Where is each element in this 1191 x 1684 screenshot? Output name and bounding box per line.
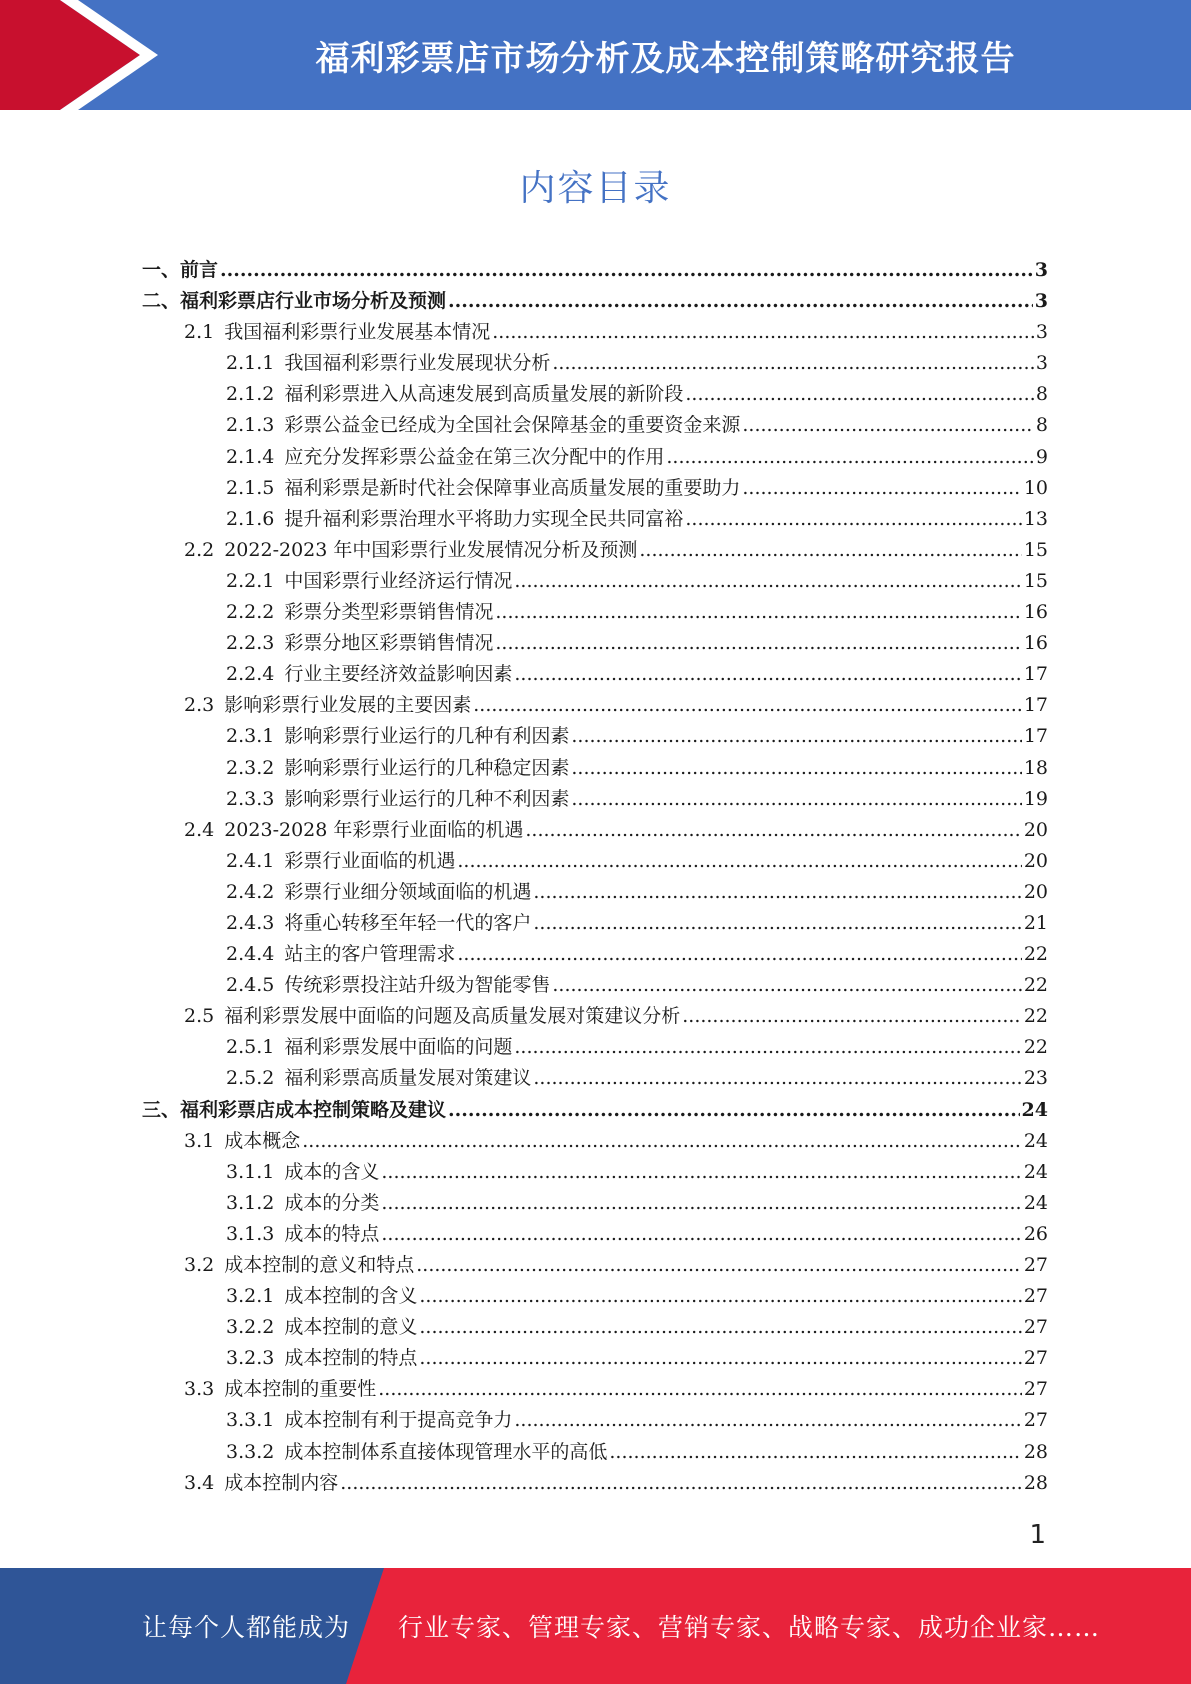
toc-entry-page: 3 [1034,259,1048,281]
toc-entry-number: 2.1.6 [226,507,275,530]
toc-entry-title: 成本的含义 [284,1160,380,1183]
toc-entry[interactable] [142,1219,1048,1250]
toc-entry-page: 17 [1023,663,1048,686]
toc-entry-number: 2.3.3 [226,787,275,810]
toc-entry-number: 2.1.3 [226,414,275,437]
toc-entry-number: 2.5.2 [226,1067,275,1090]
toc-entry-page: 27 [1023,1285,1048,1308]
toc-entry-page: 22 [1023,974,1048,997]
toc-entry[interactable] [142,1343,1048,1374]
toc-entry-number: 2.1.4 [226,445,275,468]
toc-entry-title: 传统彩票投注站升级为智能零售 [284,974,551,997]
toc-entry[interactable] [142,442,1048,473]
toc-entry-page: 28 [1023,1471,1048,1494]
toc-entry-number: 3.1.3 [226,1222,275,1245]
toc-entry[interactable] [142,1405,1048,1436]
toc-entry[interactable] [142,753,1048,784]
toc-entry-title: 彩票行业细分领域面临的机遇 [284,880,532,903]
toc-dot-leader [666,442,1034,473]
toc-entry[interactable] [142,908,1048,939]
toc-entry-number: 2.3.2 [226,756,275,779]
toc-entry-page: 16 [1023,601,1048,624]
toc-entry[interactable] [142,1437,1048,1468]
toc-dot-leader [381,1157,1021,1188]
toc-entry-number: 2.5 [184,1005,215,1028]
toc-entry-number: 3.4 [184,1471,215,1494]
toc-entry-number: 2.4 [184,818,215,841]
toc-entry-title: 福利彩票进入从高速发展到高质量发展的新阶段 [284,383,684,406]
toc-entry[interactable] [142,410,1048,441]
toc-dot-leader [639,535,1021,566]
toc-entry-title: 将重心转移至年轻一代的客户 [284,911,532,934]
toc-entry[interactable] [142,939,1048,970]
toc-entry-title: 影响彩票行业运行的几种稳定因素 [284,756,570,779]
toc-entry-title: 彩票公益金已经成为全国社会保障基金的重要资金来源 [284,414,741,437]
toc-dot-leader [685,379,1034,410]
toc-dot-leader [571,784,1021,815]
footer-banner [0,1568,1191,1684]
toc-entry-number: 3.2.1 [226,1285,275,1308]
toc-entry[interactable] [142,1250,1048,1281]
toc-entry-number: 2.5.1 [226,1036,275,1059]
toc-entry-page: 17 [1023,725,1048,748]
toc-entry-title: 成本的特点 [284,1222,380,1245]
toc-entry[interactable] [142,690,1048,721]
toc-entry-page: 22 [1023,1005,1048,1028]
toc-dot-leader [302,1126,1022,1157]
toc-entry[interactable] [142,721,1048,752]
toc-entry-number: 2.1.1 [226,352,275,375]
toc-entry-title: 福利彩票发展中面临的问题 [284,1036,513,1059]
toc-dot-leader [492,317,1034,348]
toc-entry-page: 27 [1023,1409,1048,1432]
toc-dot-leader [685,504,1021,535]
toc-entry[interactable] [142,1126,1048,1157]
toc-dot-leader [381,1219,1021,1250]
toc-entry-title: 彩票行业面临的机遇 [284,849,456,872]
toc-dot-leader [381,1188,1021,1219]
toc-entry-number: 2.2.4 [226,663,275,686]
toc-entry-number: 3.3.2 [226,1440,275,1463]
toc-entry-title: 应充分发挥彩票公益金在第三次分配中的作用 [284,445,665,468]
toc-entry-page: 26 [1023,1222,1048,1245]
toc-entry-title: 成本控制的含义 [284,1285,418,1308]
toc-dot-leader [742,410,1034,441]
toc-entry-number: 3.3.1 [226,1409,275,1432]
toc-entry-number: 2.1 [184,321,215,344]
toc-dot-leader [473,690,1022,721]
toc-heading: 内容目录 [519,168,672,209]
toc-entry[interactable] [142,535,1048,566]
toc-entry-number: 2.2.2 [226,601,275,624]
toc-dot-leader [220,255,1033,286]
toc-entry-title: 成本控制有利于提高竞争力 [284,1409,513,1432]
toc-entry-number: 3.2.3 [226,1347,275,1370]
toc-entry-page: 27 [1023,1254,1048,1276]
toc-dot-leader [378,1374,1022,1405]
toc-entry-number: 3.1.1 [226,1160,275,1183]
toc-entry-page: 24 [1023,1191,1048,1214]
toc-entry[interactable] [142,1374,1048,1405]
toc-dot-leader [609,1437,1021,1468]
toc-entry-number: 2.4.1 [226,849,275,872]
toc-dot-leader [514,566,1021,597]
toc-entry-page: 24 [1023,1129,1048,1152]
toc-entry-page: 15 [1023,569,1048,592]
toc-entry-page: 3 [1034,290,1048,313]
toc-entry-page: 8 [1035,383,1048,406]
toc-dot-leader [552,348,1034,379]
toc-dot-leader [419,1312,1021,1343]
toc-entry-page: 24 [1021,1098,1048,1121]
toc-dot-leader [457,939,1021,970]
toc-dot-leader [416,1250,1022,1281]
toc-entry-title: 成本概念 [224,1129,301,1152]
toc-entry-page: 27 [1023,1347,1048,1370]
toc-entry-page: 13 [1023,507,1048,530]
toc-entry-number: 3.3 [184,1378,215,1401]
toc-entry-page: 16 [1023,632,1048,655]
toc-entry-title: 提升福利彩票治理水平将助力实现全民共同富裕 [284,507,684,530]
toc-entry[interactable] [142,286,1048,317]
toc-entry[interactable] [142,348,1048,379]
toc-dot-leader [533,908,1021,939]
toc-entry-page: 20 [1023,849,1048,872]
toc-entry[interactable] [142,877,1048,908]
toc-entry-page: 9 [1035,445,1048,468]
toc-entry-title: 福利彩票店行业市场分析及预测 [180,290,447,313]
toc-entry-title: 成本控制的特点 [284,1347,418,1370]
toc-entry-number: 2.2 [184,538,215,561]
toc-entry-title: 成本控制的意义和特点 [224,1254,415,1276]
toc-entry-title: 影响彩票行业运行的几种不利因素 [284,787,570,810]
toc-entry-page: 27 [1023,1316,1048,1339]
toc-entry[interactable] [142,1001,1048,1032]
toc-entry-page: 20 [1023,880,1048,903]
toc-dot-leader [419,1281,1021,1312]
toc-entry-number: 二、 [142,290,181,313]
toc-entry[interactable] [142,1312,1048,1343]
toc-entry[interactable] [142,1468,1048,1499]
toc-dot-leader [533,877,1021,908]
toc-dot-leader [571,721,1021,752]
toc-entry-title: 福利彩票店成本控制策略及建议 [180,1098,447,1121]
toc-entry-page: 28 [1023,1440,1048,1463]
toc-entry-page: 17 [1023,694,1048,717]
toc-dot-leader [340,1468,1022,1499]
toc-entry-number: 3.1 [184,1129,215,1152]
toc-entry-title: 2023-2028 年彩票行业面临的机遇 [224,818,524,841]
toc-entry[interactable] [142,473,1048,504]
toc-entry-page: 24 [1023,1160,1048,1183]
toc-entry-number: 2.2.1 [226,569,275,592]
toc-entry-title: 成本控制内容 [224,1471,339,1494]
toc-entry-number: 2.4.3 [226,911,275,934]
toc-entry-page: 8 [1035,414,1048,437]
toc-entry-page: 19 [1023,787,1048,810]
toc-entry-title: 成本的分类 [284,1191,380,1214]
report-header-bar [0,0,1191,110]
toc-entry-title: 彩票分地区彩票销售情况 [284,632,494,655]
toc-entry-number: 3.2 [184,1254,215,1276]
toc-dot-leader [514,1032,1021,1063]
toc-entry-title: 福利彩票发展中面临的问题及高质量发展对策建议分析 [224,1005,681,1028]
toc-entry[interactable] [142,379,1048,410]
toc-entry[interactable] [142,597,1048,628]
toc-entry-page: 15 [1023,538,1048,561]
toc-dot-leader [448,1095,1020,1126]
toc-entry-page: 3 [1035,352,1048,375]
toc-entry-number: 3.1.2 [226,1191,275,1214]
toc-dot-leader [525,815,1021,846]
toc-entry-title: 我国福利彩票行业发展现状分析 [284,352,551,375]
toc-entry-title: 成本控制的重要性 [224,1378,377,1401]
toc-entry-number: 2.4.5 [226,974,275,997]
toc-entry-title: 影响彩票行业发展的主要因素 [224,694,472,717]
toc-entry[interactable] [142,317,1048,348]
toc-entry-page: 20 [1023,818,1048,841]
toc-entry-number: 2.1.2 [226,383,275,406]
toc-dot-leader [571,753,1021,784]
toc-entry[interactable] [142,255,1048,286]
toc-entry-number: 3.2.2 [226,1316,275,1339]
toc-entry[interactable] [142,1032,1048,1063]
toc-entry-page: 3 [1035,321,1048,344]
toc-entry[interactable] [142,970,1048,1001]
toc-entry-title: 福利彩票是新时代社会保障事业高质量发展的重要助力 [284,476,741,499]
report-title: 福利彩票店市场分析及成本控制策略研究报告 [315,38,1016,79]
toc-entry-title: 中国彩票行业经济运行情况 [284,569,513,592]
toc-entry[interactable] [142,659,1048,690]
toc-dot-leader [495,597,1021,628]
toc-entry-title: 行业主要经济效益影响因素 [284,663,513,686]
toc-entry[interactable] [142,784,1048,815]
toc-entry-title: 站主的客户管理需求 [284,943,456,966]
toc-dot-leader [742,473,1021,504]
toc-dot-leader [419,1343,1021,1374]
toc-entry[interactable] [142,504,1048,535]
page-number: 1 [1029,1520,1046,1550]
toc-entry-title: 前言 [180,259,219,281]
toc-entry-page: 22 [1023,1036,1048,1059]
toc-entry-page: 22 [1023,943,1048,966]
toc-entry-number: 2.2.3 [226,632,275,655]
toc-entry[interactable] [142,846,1048,877]
toc-entry-title: 成本控制体系直接体现管理水平的高低 [284,1440,608,1463]
toc-entry-page: 18 [1023,756,1048,779]
footer-slogan-left: 让每个人都能成为 [142,1613,351,1642]
toc-entry-number: 2.1.5 [226,476,275,499]
toc-entry-number: 三、 [142,1098,181,1121]
table-of-contents [142,255,1048,1499]
toc-entry-title: 我国福利彩票行业发展基本情况 [224,321,491,344]
toc-entry-title: 成本控制的意义 [284,1316,418,1339]
toc-dot-leader [457,846,1021,877]
toc-entry[interactable] [142,1281,1048,1312]
toc-dot-leader [682,1001,1022,1032]
toc-entry-page: 21 [1023,911,1048,934]
toc-dot-leader [514,1405,1021,1436]
toc-dot-leader [495,628,1021,659]
toc-entry-number: 2.3.1 [226,725,275,748]
toc-entry-title: 2022-2023 年中国彩票行业发展情况分析及预测 [224,538,638,561]
toc-entry-title: 福利彩票高质量发展对策建议 [284,1067,532,1090]
toc-dot-leader [533,1063,1021,1094]
toc-entry[interactable] [142,815,1048,846]
toc-dot-leader [552,970,1021,1001]
toc-entry[interactable] [142,1095,1048,1126]
toc-entry-number: 2.4.4 [226,943,275,966]
toc-entry[interactable] [142,566,1048,597]
toc-entry[interactable] [142,1157,1048,1188]
toc-entry-title: 彩票分类型彩票销售情况 [284,601,494,624]
toc-entry-title: 影响彩票行业运行的几种有利因素 [284,725,570,748]
toc-dot-leader [514,659,1021,690]
toc-entry-page: 23 [1023,1067,1048,1090]
toc-entry-page: 10 [1023,476,1048,499]
toc-entry[interactable] [142,1063,1048,1094]
toc-entry-number: 2.4.2 [226,880,275,903]
toc-dot-leader [448,286,1033,317]
toc-entry[interactable] [142,1188,1048,1219]
toc-entry-number: 一、 [142,259,181,281]
toc-entry-page: 27 [1023,1378,1048,1401]
footer-slogan-right: 行业专家、管理专家、营销专家、战略专家、成功企业家…… [398,1613,1101,1642]
toc-entry[interactable] [142,628,1048,659]
toc-entry-number: 2.3 [184,694,215,717]
